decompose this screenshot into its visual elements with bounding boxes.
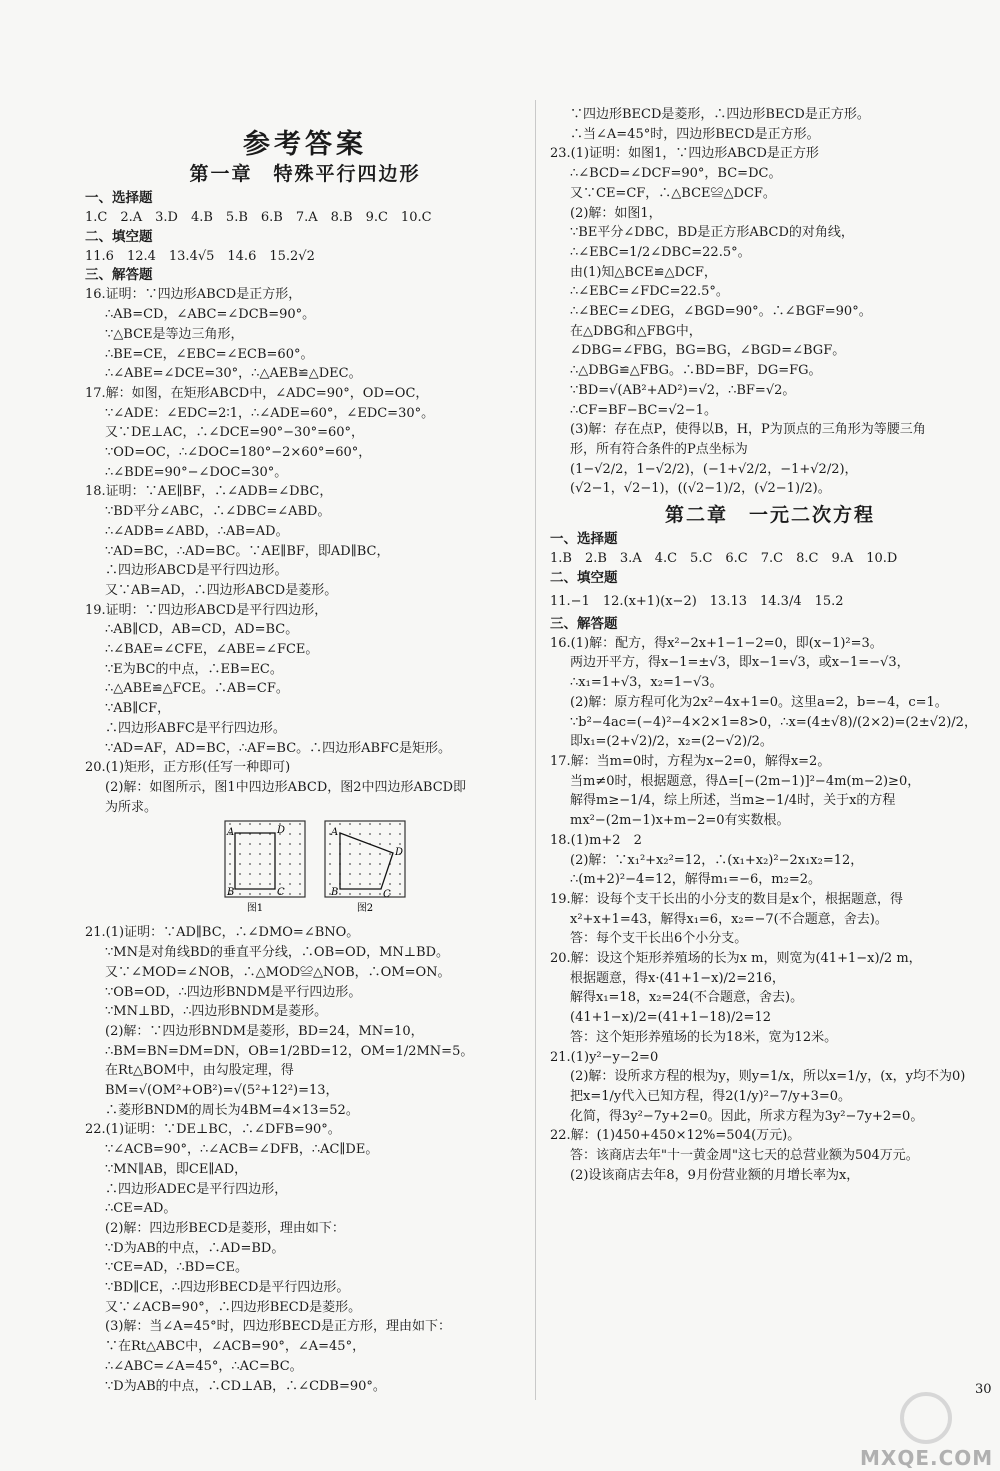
section-heading: 二、填空题 bbox=[550, 569, 618, 586]
ch2-problem-20 bbox=[550, 949, 990, 1048]
answer-line: 19.证明：∵四边形ABCD是平行四边形， bbox=[85, 602, 328, 618]
answer-line: ∴∠BCD=∠DCF=90°，BC=DC。 bbox=[570, 166, 782, 182]
answer-line: ∴△DBG≌△FBG。∴BD=BF，DG=FG。 bbox=[570, 363, 822, 379]
answer-line: ∴∠BDE=90°−∠DOC=30°。 bbox=[105, 464, 288, 480]
answer-line: 答：每个支干长出6个小分支。 bbox=[570, 931, 748, 947]
answer-line: 22.(1)证明：∵DE⊥BC，∴∠DFB=90°。 bbox=[85, 1122, 341, 1138]
answer-line: (2)解：四边形BECD是菱形，理由如下： bbox=[105, 1220, 345, 1236]
answer-line: 把x=1/y代入已知方程，得2(1/y)²−7/y+3=0。 bbox=[570, 1088, 852, 1104]
ch2-problem-17 bbox=[550, 752, 990, 831]
chapter-1-title: 第一章 特殊平行四边形 bbox=[189, 163, 421, 185]
answer-line: ∴CF=BF−BC=√2−1。 bbox=[570, 402, 717, 418]
label-d: D bbox=[395, 847, 404, 859]
answer-line: ∵四边形BECD是菱形，∴四边形BECD是正方形。 bbox=[570, 107, 870, 122]
answer-line: ∵MN是对角线BD的垂直平分线，∴OB=OD，MN⊥BD。 bbox=[105, 945, 450, 961]
answer-line: ∵在Rt△ABC中，∠ACB=90°，∠A=45°， bbox=[105, 1339, 366, 1355]
answer-line: 23.(1)证明：如图1，∵四边形ABCD是正方形 bbox=[550, 146, 819, 162]
ch2-problem-16 bbox=[550, 634, 990, 752]
answer-line: (1−√2/2，1−√2/2)，(−1+√2/2，−1+√2/2)， bbox=[570, 461, 858, 477]
answer-line: 19.解：设每个支干长出的小分支的数目是x个，根据题意，得 bbox=[550, 891, 904, 907]
watermark-text: MXQE.COM bbox=[860, 1446, 994, 1470]
answer-line: ∴∠EBC=∠FDC=22.5°。 bbox=[570, 284, 729, 300]
answer-line: 16.证明：∵四边形ABCD是正方形， bbox=[85, 287, 302, 303]
answer-line: ∵AD=AF，AD=BC，∴AF=BC。∴四边形ABFC是矩形。 bbox=[105, 740, 452, 756]
problem-17 bbox=[85, 384, 525, 483]
problem-21 bbox=[85, 923, 525, 1120]
answer-line: ∵△BCE是等边三角形， bbox=[105, 326, 244, 342]
answer-line: ∵∠ADE：∠EDC=2∶1，∴∠ADE=60°，∠EDC=30°。 bbox=[105, 405, 435, 421]
answer-line: (2)解：原方程可化为2x²−4x+1=0。这里a=2，b=−4，c=1。 bbox=[570, 694, 948, 710]
answer-line: 22.解：(1)450+450×12%=504(万元)。 bbox=[550, 1128, 801, 1144]
answer-line: ∴四边形ABFC是平行四边形。 bbox=[105, 720, 286, 736]
answer-line: ∴∠BEC=∠DEG，∠BGD=90°。∴∠BGF=90°。 bbox=[570, 304, 872, 320]
answer-line: ∴当∠A=45°时，四边形BECD是正方形。 bbox=[570, 126, 820, 142]
answer-line: 21.(1)证明：∵AD∥BC，∴∠DMO=∠BNO。 bbox=[85, 925, 360, 941]
section-heading: 一、选择题 bbox=[85, 190, 153, 206]
figure-1 bbox=[225, 821, 305, 914]
answer-line: ∵MN⊥BD，∴四边形BNDM是菱形。 bbox=[105, 1004, 328, 1020]
section-heading: 二、填空题 bbox=[85, 228, 153, 245]
answer-line: ∴∠ABC=∠A=45°，∴AC=BC。 bbox=[105, 1358, 303, 1374]
answer-line: ∵AB∥CF， bbox=[105, 701, 171, 717]
section-heading: 三、解答题 bbox=[85, 267, 153, 284]
answer-line: 18.证明：∵AE∥BF，∴∠ADB=∠DBC， bbox=[85, 484, 333, 500]
answer-line: ∵D为AB的中点，∴AD=BD。 bbox=[105, 1240, 285, 1256]
left-column bbox=[85, 128, 525, 1396]
answer-line: ∴四边形ADEC是平行四边形， bbox=[105, 1181, 288, 1197]
problem-20 bbox=[85, 758, 525, 817]
problem-22-continued bbox=[550, 105, 990, 144]
answer-line: 在Rt△BOM中，由勾股定理，得 bbox=[105, 1063, 294, 1079]
answer-line: 17.解：如图，在矩形ABCD中，∠ADC=90°，OD=OC， bbox=[85, 385, 429, 401]
problem-16 bbox=[85, 285, 525, 384]
answer-line: 即x₁=(2+√2)/2，x₂=(2−√2)/2。 bbox=[570, 734, 773, 750]
choice-answers: 1.C 2.A 3.D 4.B 5.B 6.B 7.A 8.B 9.C 10.C bbox=[85, 210, 432, 225]
answer-line: ∴四边形ABCD是平行四边形。 bbox=[105, 563, 288, 579]
answer-line: ∵E为BC的中点，∴EB=EC。 bbox=[105, 661, 283, 677]
answer-line: ∵∠ACB=90°，∴∠ACB=∠DFB，∴AC∥DE。 bbox=[105, 1142, 379, 1158]
answer-line: ∵BD=√(AB²+AD²)=√2，∴BF=√2。 bbox=[570, 382, 796, 398]
answer-line: ∴∠BAE=∠CFE，∠ABE=∠FCE。 bbox=[105, 642, 319, 658]
answer-line: ∴△ABE≌△FCE。∴AB=CF。 bbox=[105, 681, 289, 697]
answer-line: 20.解：设这个矩形养殖场的长为x m，则宽为(41+1−x)/2 m， bbox=[550, 951, 922, 967]
answer-line: 化简，得3y²−7y+2=0。因此，所求方程为3y²−7y+2=0。 bbox=[570, 1108, 924, 1124]
answer-line: ∵D为AB的中点，∴CD⊥AB，∴∠CDB=90°。 bbox=[105, 1378, 386, 1394]
answer-line: mx²−(2m−1)x+m−2=0有实数根。 bbox=[570, 813, 790, 829]
answer-line: ∵MN∥AB，即CE∥AD， bbox=[105, 1161, 248, 1177]
answer-line: (2)设该商店去年8，9月份营业额的月增长率为x， bbox=[570, 1167, 860, 1183]
answer-line: 两边开平方，得x−1=±√3，即x−1=√3，或x−1=−√3， bbox=[570, 655, 910, 671]
answer-line: (2)解：如图所示，图1中四边形ABCD，图2中四边形ABCD即 bbox=[105, 779, 467, 795]
answer-line: ∴(m+2)²−4=12，解得m₁=−6，m₂=2。 bbox=[570, 872, 822, 888]
answer-line: (41+1−x)/2=(41+1−18)/2=12 bbox=[570, 1010, 771, 1026]
answer-line: 又∵DE⊥AC，∴∠DCE=90°−30°=60°， bbox=[105, 425, 365, 441]
problem-18 bbox=[85, 482, 525, 600]
answer-line: (√2−1，√2−1)，((√2−1)/2，(√2−1)/2)。 bbox=[570, 481, 831, 497]
choice-answers: 1.B 2.B 3.A 4.C 5.C 6.C 7.C 8.C 9.A 10.D bbox=[550, 551, 898, 567]
answer-line: 21.(1)y²−y−2=0 bbox=[550, 1049, 659, 1065]
answer-line: 由(1)知△BCE≌△DCF， bbox=[570, 264, 717, 280]
answer-line: ∠DBG=∠FBG，BG=BG，∠BGD=∠BGF。 bbox=[570, 343, 846, 359]
label-a: A bbox=[331, 827, 339, 839]
answer-line: x²+x+1=43，解得x₁=6，x₂=−7(不合题意，舍去)。 bbox=[570, 911, 888, 927]
label-c: C bbox=[383, 889, 391, 901]
answer-line: ∴BE=CE，∠EBC=∠ECB=60°。 bbox=[105, 346, 314, 362]
answer-line: ∴∠ABE=∠DCE=30°，∴△AEB≌△DEC。 bbox=[105, 366, 362, 382]
answer-line: 解得m≥−1/4，综上所述，当m≥−1/4时，关于x的方程 bbox=[570, 793, 896, 809]
answer-line: 在△DBG和△FBG中， bbox=[570, 323, 702, 339]
problem-23 bbox=[550, 144, 990, 499]
problem-22 bbox=[85, 1120, 525, 1396]
answer-line: ∵OD=OC，∴∠DOC=180°−2×60°=60°， bbox=[105, 445, 372, 461]
ch2-problem-19 bbox=[550, 890, 990, 949]
label-b: B bbox=[331, 887, 339, 899]
answer-line: ∴CE=AD。 bbox=[105, 1201, 177, 1217]
problem-19 bbox=[85, 601, 525, 759]
page-title: 参考答案 bbox=[243, 129, 367, 160]
answer-line: ∴BM=BN=DM=DN，OB=1/2BD=12，OM=1/2MN=5。 bbox=[105, 1043, 474, 1059]
answer-line: ∵BD∥CE，∴四边形BECD是平行四边形。 bbox=[105, 1280, 350, 1296]
ch2-problem-18 bbox=[550, 831, 990, 890]
ch2-problem-22 bbox=[550, 1126, 990, 1185]
label-b: B bbox=[227, 887, 235, 899]
answer-line: 为所求。 bbox=[105, 799, 158, 815]
section-heading: 三、解答题 bbox=[550, 615, 618, 632]
answer-line: ∴AB∥CD，AB=CD，AD=BC。 bbox=[105, 622, 299, 638]
answer-line: (3)解：当∠A=45°时，四边形BECD是正方形，理由如下： bbox=[105, 1319, 452, 1335]
right-column bbox=[550, 105, 990, 1185]
answer-line: ∴∠EBC=1/2∠DBC=22.5°。 bbox=[570, 244, 751, 260]
answer-line: (2)解：如图1， bbox=[570, 205, 662, 221]
label-c: C bbox=[277, 887, 285, 899]
answer-line: (3)解：存在点P，使得以B，H，P为顶点的三角形为等腰三角 bbox=[570, 422, 926, 438]
answer-line: 又∵∠MOD=∠NOB，∴△MOD≌△NOB，∴OM=ON。 bbox=[105, 964, 451, 980]
answer-line: 又∵CE=CF，∴△BCE≌△DCF。 bbox=[570, 185, 776, 201]
answer-line: BM=√(OM²+OB²)=√(5²+12²)=13， bbox=[105, 1083, 339, 1099]
answer-line: (2)解：∵x₁²+x₂²=12，∴(x₁+x₂)²−2x₁x₂=12， bbox=[570, 852, 864, 868]
answer-line: (2)解：∵四边形BNDM是菱形，BD=24，MN=10， bbox=[105, 1023, 424, 1039]
answer-line: 解得x₁=18，x₂=24(不合题意，舍去)。 bbox=[570, 990, 804, 1006]
figure-2-caption: 图2 bbox=[356, 903, 374, 915]
label-a: A bbox=[227, 827, 235, 839]
answer-line: 根据题意，得x·(41+1−x)/2=216， bbox=[570, 970, 785, 986]
answer-line: 答：该商店去年"十一黄金周"这七天的总营业额为504万元。 bbox=[570, 1148, 919, 1164]
grid-figures-svg bbox=[85, 819, 525, 917]
answer-line: 16.(1)解：配方，得x²−2x+1−1−2=0，即(x−1)²=3。 bbox=[550, 635, 883, 651]
column-divider bbox=[535, 100, 536, 1400]
answer-line: ∵BD平分∠ABC，∴∠DBC=∠ABD。 bbox=[105, 504, 331, 520]
answer-line: ∴∠ADB=∠ABD，∴AB=AD。 bbox=[105, 523, 289, 539]
answer-line: 形，所有符合条件的P点坐标为 bbox=[570, 441, 748, 457]
chapter-2-title: 第二章 一元二次方程 bbox=[664, 504, 875, 527]
answer-line: 又∵AB=AD，∴四边形ABCD是菱形。 bbox=[105, 582, 338, 598]
answer-line: ∴x₁=1+√3，x₂=1−√3。 bbox=[570, 675, 723, 691]
figure-1-caption: 图1 bbox=[246, 903, 264, 915]
answer-line: ∴AB=CD，∠ABC=∠DCB=90°。 bbox=[105, 307, 316, 323]
answer-line: 20.(1)矩形，正方形(任写一种即可) bbox=[85, 760, 291, 776]
answer-line: 又∵∠ACB=90°，∴四边形BECD是菱形。 bbox=[105, 1299, 362, 1315]
figure-2 bbox=[325, 821, 405, 914]
page-number: 30 bbox=[975, 1382, 992, 1397]
answer-line: (2)解：设所求方程的根为y，则y=1/x，所以x=1/y，(x，y均不为0) bbox=[570, 1069, 966, 1085]
grid-figures bbox=[85, 819, 525, 917]
answer-line: ∵BE平分∠DBC，BD是正方形ABCD的对角线， bbox=[570, 225, 854, 241]
answer-line: ∵CE=AD，∴BD=CE。 bbox=[105, 1260, 248, 1276]
answer-line: ∴菱形BNDM的周长为4BM=4×13=52。 bbox=[105, 1102, 359, 1118]
answer-line: ∵AD=BC，∴AD=BC。∵AE∥BF，即AD∥BC， bbox=[105, 543, 390, 559]
fill-answers: 11.6 12.4 13.4√5 14.6 15.2√2 bbox=[85, 248, 315, 264]
ch2-problem-21 bbox=[550, 1048, 990, 1127]
answer-line: 答：这个矩形养殖场的长为18米，宽为12米。 bbox=[570, 1029, 838, 1045]
label-d: D bbox=[277, 825, 286, 837]
answer-line: 17.解：当m=0时，方程为x−2=0，解得x=2。 bbox=[550, 753, 831, 769]
answer-line: ∵OB=OD，∴四边形BNDM是平行四边形。 bbox=[105, 984, 362, 1000]
section-heading: 一、选择题 bbox=[550, 531, 618, 548]
watermark-seal bbox=[900, 1392, 952, 1444]
fill-answers: 11.−1 12.(x+1)(x−2) 13.13 14.3/4 15.2 bbox=[550, 593, 844, 609]
answer-line: 18.(1)m+2 2 bbox=[550, 832, 642, 848]
answer-line: ∵b²−4ac=(−4)²−4×2×1=8>0，∴x=(4±√8)/(2×2)=(2±√2)/2， bbox=[570, 714, 977, 730]
answer-line: 当m≠0时，根据题意，得Δ=[−(2m−1)]²−4m(m−2)≥0， bbox=[570, 773, 921, 789]
